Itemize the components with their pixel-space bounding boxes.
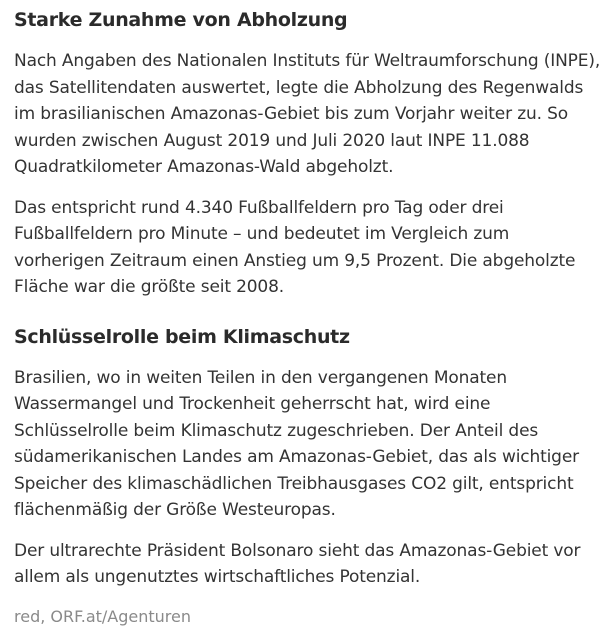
article-source: red, ORF.at/Agenturen <box>14 606 192 626</box>
section-heading-deforestation: Starke Zunahme von Abholzung <box>14 9 348 31</box>
paragraph-inpe-deforestation: Nach Angaben des Nationalen Instituts für Weltraumforschung (INPE), das Satellitendaten auswertet, legte die Abholzung des Regenwalds im brasilianischen Amazonas-Gebiet bis zum Vorjahr weiter zu. So wurden zwischen August 2019 und Juli 2020 laut INPE 11.088 Quadratkilometer Amazonas-Wald abgeholzt. <box>14 51 601 177</box>
paragraph-brazil-climate-role: Brasilien, wo in weiten Teilen in den vergangenen Monaten Wassermangel und Trockenheit geherrscht hat, wird eine Schlüsselrolle beim Klimaschutz zugeschrieben. Der Anteil des südamerikanischen Landes am Amazonas-Gebiet, das als wichtiger Speicher des klimaschädlichen Treibhausgases CO2 gilt, entspricht flächenmäßig der Größe Westeuropas. <box>14 367 579 520</box>
section-heading-climate: Schlüsselrolle beim Klimaschutz <box>14 325 350 348</box>
paragraph-football-fields: Das entspricht rund 4.340 Fußballfeldern pro Tag oder drei Fußballfeldern pro Minute – und bedeutet im Vergleich zum vorherigen Zeitraum einen Anstieg um 9,5 Prozent. Die abgeholzte Fläche war die größte seit 2008. <box>14 197 576 297</box>
paragraph-bolsonaro: Der ultrarechte Präsident Bolsonaro sieht das Amazonas-Gebiet vor allem als ungenutztes wirtschaftliches Potenzial. <box>14 540 581 587</box>
